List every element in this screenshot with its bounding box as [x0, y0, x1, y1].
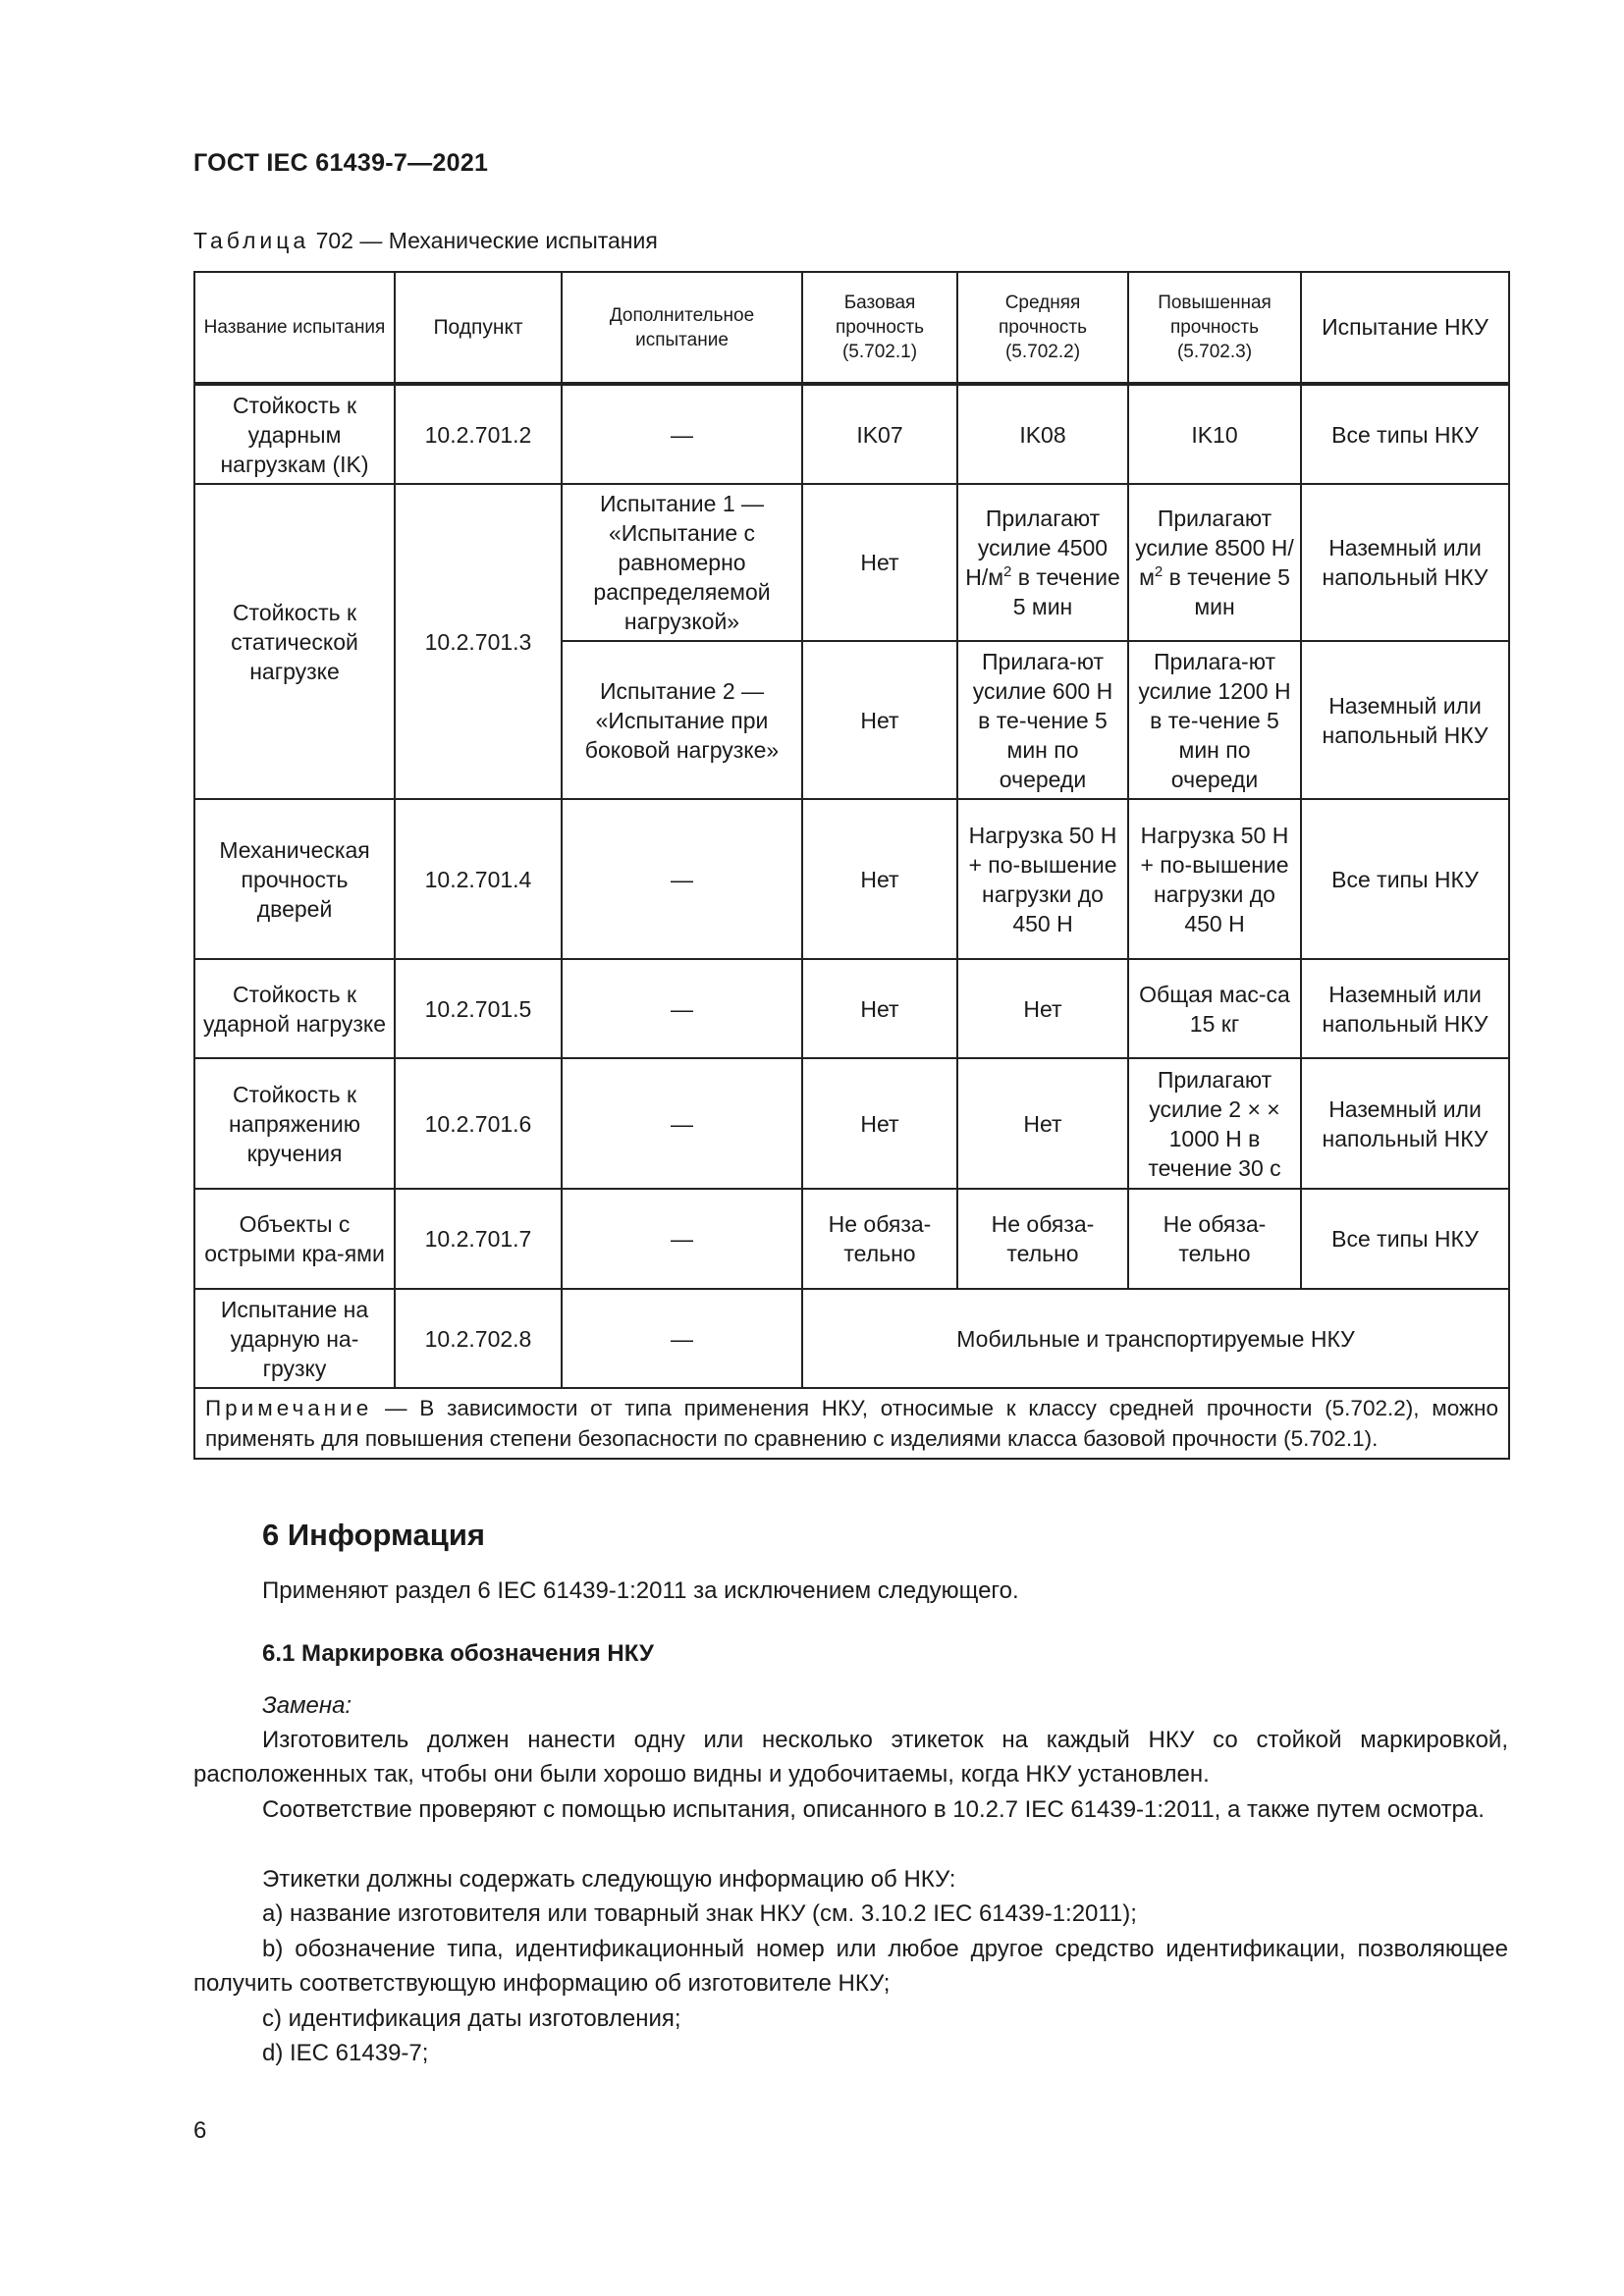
- cell-additional-test: —: [562, 1289, 802, 1388]
- table-row: [194, 484, 1509, 641]
- cell-merged-applicability: Мобильные и транспортируемые НКУ: [802, 1289, 1509, 1388]
- cell-subclause: 10.2.701.5: [395, 959, 562, 1058]
- list-item: d) IEC 61439-7;: [262, 2040, 429, 2066]
- cell-subclause: 10.2.701.2: [395, 384, 562, 484]
- col-header-medium-strength: Средняя прочность (5.702.2): [957, 272, 1128, 384]
- cell-subclause: 10.2.701.6: [395, 1058, 562, 1189]
- table-row: [194, 1189, 1509, 1289]
- cell-base-strength: Нет: [802, 959, 957, 1058]
- cell-assembly-test: Наземный или напольный НКУ: [1301, 641, 1509, 799]
- cell-additional-test: —: [562, 799, 802, 959]
- table-caption-text: 702 — Механические испытания: [315, 228, 658, 253]
- note-label: Примечание: [205, 1396, 373, 1420]
- col-header-base-strength: Базовая прочность (5.702.1): [802, 272, 957, 384]
- cell-test-name: Механическая прочность дверей: [194, 799, 395, 959]
- cell-medium-strength: Нет: [957, 1058, 1128, 1189]
- list-item: a) название изготовителя или товарный знак НКУ (см. 3.10.2 IEC 61439-1:2011);: [262, 1900, 1137, 1927]
- cell-test-name: Стойкость к статической нагрузке: [194, 484, 395, 799]
- cell-assembly-test: Все типы НКУ: [1301, 799, 1509, 959]
- cell-additional-test: Испытание 2 — «Испытание при боковой нагрузке»: [562, 641, 802, 799]
- table-note-row: [194, 1388, 1509, 1459]
- cell-additional-test: —: [562, 1189, 802, 1289]
- subsection-6-1-title: 6.1 Маркировка обозначения НКУ: [262, 1640, 654, 1667]
- cell-base-strength: Нет: [802, 484, 957, 641]
- paragraph: Этикетки должны содержать следующую информацию об НКУ:: [262, 1866, 956, 1893]
- superscript: 2: [1154, 563, 1164, 580]
- table-caption-word: Таблица: [193, 228, 310, 253]
- cell-assembly-test: Все типы НКУ: [1301, 1189, 1509, 1289]
- section-6-title: 6 Информация: [262, 1518, 486, 1552]
- section-6-intro: Применяют раздел 6 IEC 61439-1:2011 за исключением следующего.: [262, 1577, 1019, 1604]
- cell-medium-strength: Нет: [957, 959, 1128, 1058]
- cell-additional-test: Испытание 1 — «Испытание с равномерно распределяемой нагрузкой»: [562, 484, 802, 641]
- cell-additional-test: —: [562, 1058, 802, 1189]
- col-header-assembly-test: Испытание НКУ: [1301, 272, 1509, 384]
- table-row: [194, 1058, 1509, 1189]
- col-header-high-strength: Повышенная прочность (5.702.3): [1128, 272, 1301, 384]
- list-item: b) обозначение типа, идентификационный номер или любое другое средство идентификации, позволяющее получить соответствующую информацию об изготовителе НКУ;: [193, 1936, 1508, 1997]
- cell-additional-test: —: [562, 384, 802, 484]
- cell-base-strength: Нет: [802, 799, 957, 959]
- cell-medium-strength: [957, 484, 1128, 641]
- cell-medium-strength: Прилага-ют усилие 600 Н в те-чение 5 мин по очереди: [957, 641, 1128, 799]
- cell-test-name: Стойкость к напряжению кручения: [194, 1058, 395, 1189]
- cell-base-strength: Нет: [802, 1058, 957, 1189]
- cell-high-strength: IK10: [1128, 384, 1301, 484]
- cell-assembly-test: Наземный или напольный НКУ: [1301, 1058, 1509, 1189]
- cell-base-strength: IK07: [802, 384, 957, 484]
- table-row: [194, 799, 1509, 959]
- cell-high-strength: [1128, 484, 1301, 641]
- cell-high-strength: Не обяза-тельно: [1128, 1189, 1301, 1289]
- table-row: [194, 959, 1509, 1058]
- cell-base-strength: Не обяза-тельно: [802, 1189, 957, 1289]
- superscript: 2: [1003, 563, 1012, 580]
- cell-subclause: 10.2.701.3: [395, 484, 562, 799]
- cell-high-strength: Общая мас-са 15 кг: [1128, 959, 1301, 1058]
- col-header-subclause: Подпункт: [395, 272, 562, 384]
- cell-test-name: Стойкость к ударным нагрузкам (IK): [194, 384, 395, 484]
- cell-assembly-test: Наземный или напольный НКУ: [1301, 959, 1509, 1058]
- page-number: 6: [193, 2117, 207, 2144]
- replacement-label: Замена:: [262, 1692, 352, 1719]
- note-text: — В зависимости от типа применения НКУ, относимые к классу средней прочности (5.702.2), можно применять для повышения степени безопасности по сравнению с изделиями класса базовой прочности (5.702.1).: [205, 1396, 1498, 1451]
- paragraph: Соответствие проверяют с помощью испытания, описанного в 10.2.7 IEC 61439-1:2011, а также путем осмотра.: [262, 1796, 1485, 1823]
- col-header-test-name: Название испытания: [194, 272, 395, 384]
- cell-text: Прилагают усилие 8500 Н/м: [1135, 506, 1294, 590]
- cell-test-name: Объекты с острыми кра-ями: [194, 1189, 395, 1289]
- table-row: [194, 1289, 1509, 1388]
- table-header-row: [194, 272, 1509, 384]
- table-caption: [193, 228, 658, 254]
- cell-additional-test: —: [562, 959, 802, 1058]
- cell-test-name: Стойкость к ударной нагрузке: [194, 959, 395, 1058]
- cell-base-strength: Нет: [802, 641, 957, 799]
- standard-code-header: ГОСТ IEC 61439-7—2021: [193, 149, 489, 177]
- cell-test-name: Испытание на ударную на-грузку: [194, 1289, 395, 1388]
- cell-high-strength: Нагрузка 50 Н + по-вышение нагрузки до 450 Н: [1128, 799, 1301, 959]
- mechanical-tests-table: [193, 271, 1510, 1460]
- table-note: [194, 1388, 1509, 1459]
- paragraph: Изготовитель должен нанести одну или несколько этикеток на каждый НКУ со стойкой маркировкой, расположенных так, чтобы они были хорошо видны и удобочитаемы, когда НКУ установлен.: [193, 1727, 1508, 1788]
- cell-medium-strength: IK08: [957, 384, 1128, 484]
- cell-subclause: 10.2.702.8: [395, 1289, 562, 1388]
- cell-medium-strength: Нагрузка 50 Н + по-вышение нагрузки до 450 Н: [957, 799, 1128, 959]
- cell-high-strength: Прилагают усилие 2 × × 1000 Н в течение 30 с: [1128, 1058, 1301, 1189]
- cell-high-strength: Прилага-ют усилие 1200 Н в те-чение 5 мин по очереди: [1128, 641, 1301, 799]
- cell-text: в течение 5 мин: [1012, 564, 1120, 619]
- table-row: [194, 384, 1509, 484]
- cell-medium-strength: Не обяза-тельно: [957, 1189, 1128, 1289]
- cell-assembly-test: Наземный или напольный НКУ: [1301, 484, 1509, 641]
- cell-text: в течение 5 мин: [1168, 564, 1290, 619]
- cell-subclause: 10.2.701.7: [395, 1189, 562, 1289]
- col-header-additional-test: Дополнительное испытание: [562, 272, 802, 384]
- cell-text: Прилагают усилие 4500 Н/м: [965, 506, 1109, 590]
- cell-subclause: 10.2.701.4: [395, 799, 562, 959]
- list-item: c) идентификация даты изготовления;: [262, 2005, 681, 2032]
- cell-assembly-test: Все типы НКУ: [1301, 384, 1509, 484]
